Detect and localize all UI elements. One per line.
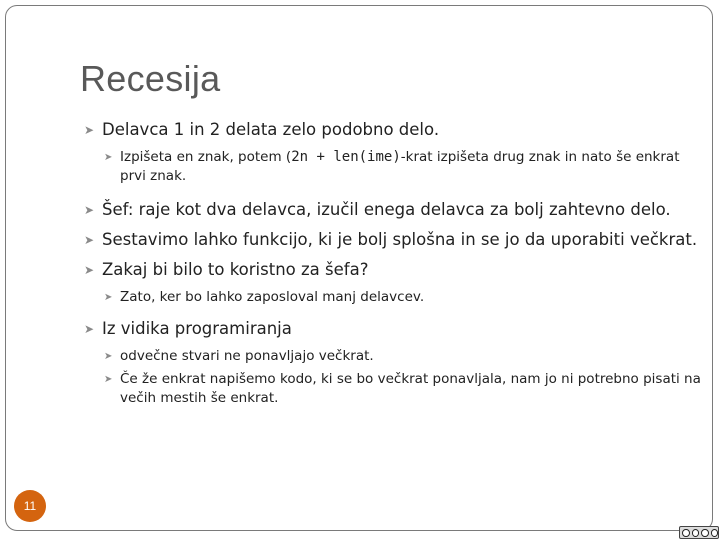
sub-bullet-text: -krat izpišeta drug znak in nato še enkrat prvi znak. [120,149,680,184]
bullet-item [84,317,704,341]
bullet-text: Šef: raje kot dva delavca, izučil enega delavca za bolj zahtevno delo. [102,200,671,219]
sub-bullet-text: Izpišeta en znak, potem ( [120,149,292,165]
slide-title: Recesija [80,58,221,99]
sub-bullet-item [104,288,704,307]
bullet-arrow-icon: ➤ [84,233,95,247]
slide-number-badge: 11 [14,490,46,522]
bullet-arrow-icon: ➤ [84,123,95,137]
bullet-text: Zakaj bi bilo to koristno za šefa? [102,260,369,279]
bullet-text: Delavca 1 in 2 delata zelo podobno delo. [102,120,440,139]
sub-bullet-text: Zato, ker bo lahko zaposloval manj delavcev. [120,289,425,305]
bullet-list [84,118,704,412]
bullet-arrow-icon: ➤ [84,322,95,336]
code-snippet: 2n + len(ime) [291,149,401,165]
bullet-arrow-icon: ➤ [104,292,113,303]
bullet-text: Iz vidika programiranja [102,319,292,338]
creative-commons-license-icon [679,526,719,539]
bullet-arrow-icon: ➤ [84,203,95,217]
bullet-text: Sestavimo lahko funkcijo, ki je bolj splošna in se jo da uporabiti večkrat. [102,230,698,249]
bullet-item [84,198,704,222]
bullet-arrow-icon: ➤ [84,263,95,277]
sub-bullet-item [104,148,704,186]
bullet-arrow-icon: ➤ [104,351,113,362]
sub-bullet-text: Če že enkrat napišemo kodo, ki se bo večkrat ponavljala, nam jo ni potrebno pisati na večih mestih še enkrat. [120,371,701,406]
bullet-arrow-icon: ➤ [104,374,113,385]
bullet-item [84,118,704,142]
sub-bullet-item [104,370,704,408]
bullet-item [84,228,704,252]
sub-bullet-text: odvečne stvari ne ponavljajo večkrat. [120,348,374,364]
bullet-arrow-icon: ➤ [104,152,113,163]
bullet-item [84,258,704,282]
sub-bullet-item [104,347,704,366]
